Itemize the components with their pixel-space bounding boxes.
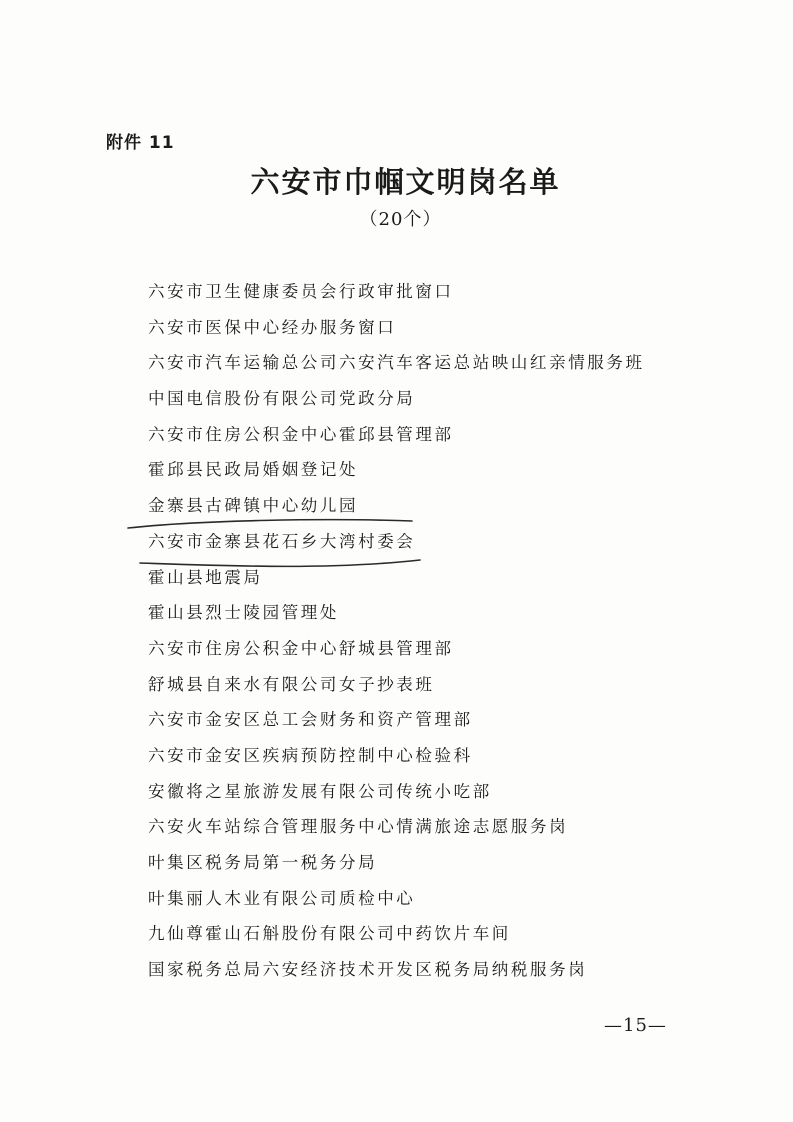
list-item: 六安火车站综合管理服务中心情满旅途志愿服务岗 — [148, 817, 569, 837]
page-number: —15— — [604, 1015, 667, 1036]
list-item: 六安市卫生健康委员会行政审批窗口 — [148, 282, 454, 301]
list-item: 六安市住房公积金中心霍邱县管理部 — [148, 424, 454, 444]
list-item: 舒城县自来水有限公司女子抄表班 — [148, 674, 435, 694]
list-item: 六安市医保中心经办服务窗口 — [148, 317, 397, 337]
list-item: 霍山县烈士陵园管理处 — [148, 603, 339, 623]
list-item: 霍邱县民政局婚姻登记处 — [148, 460, 359, 480]
list-item: 六安市住房公积金中心舒城县管理部 — [148, 638, 454, 658]
list-item: 六安市金寨县花石乡大湾村委会 — [148, 531, 416, 551]
list-item: 安徽将之星旅游发展有限公司传统小吃部 — [148, 781, 492, 801]
list-item: 中国电信股份有限公司党政分局 — [148, 389, 416, 409]
list-item: 六安市金安区总工会财务和资产管理部 — [148, 710, 473, 730]
page-title: 六安市巾帼文明岗名单 — [250, 165, 561, 199]
list-item: 六安市金安区疾病预防控制中心检验科 — [148, 745, 473, 765]
list-item: 叶集丽人木业有限公司质检中心 — [148, 888, 416, 908]
attachment-label: 附件 11 — [106, 133, 175, 153]
list-item: 国家税务总局六安经济技术开发区税务局纳税服务岗 — [148, 960, 588, 980]
list-item: 叶集区税务局第一税务分局 — [148, 853, 378, 872]
list-item: 九仙尊霍山石斛股份有限公司中药饮片车间 — [148, 924, 511, 944]
page-subtitle: （20个） — [359, 209, 442, 230]
list-item: 六安市汽车运输总公司六安汽车客运总站映山红亲情服务班 — [148, 353, 645, 373]
list-item: 金寨县古碑镇中心幼儿园 — [148, 496, 359, 516]
list-item: 霍山县地震局 — [148, 567, 263, 587]
honoree-list — [148, 274, 645, 988]
